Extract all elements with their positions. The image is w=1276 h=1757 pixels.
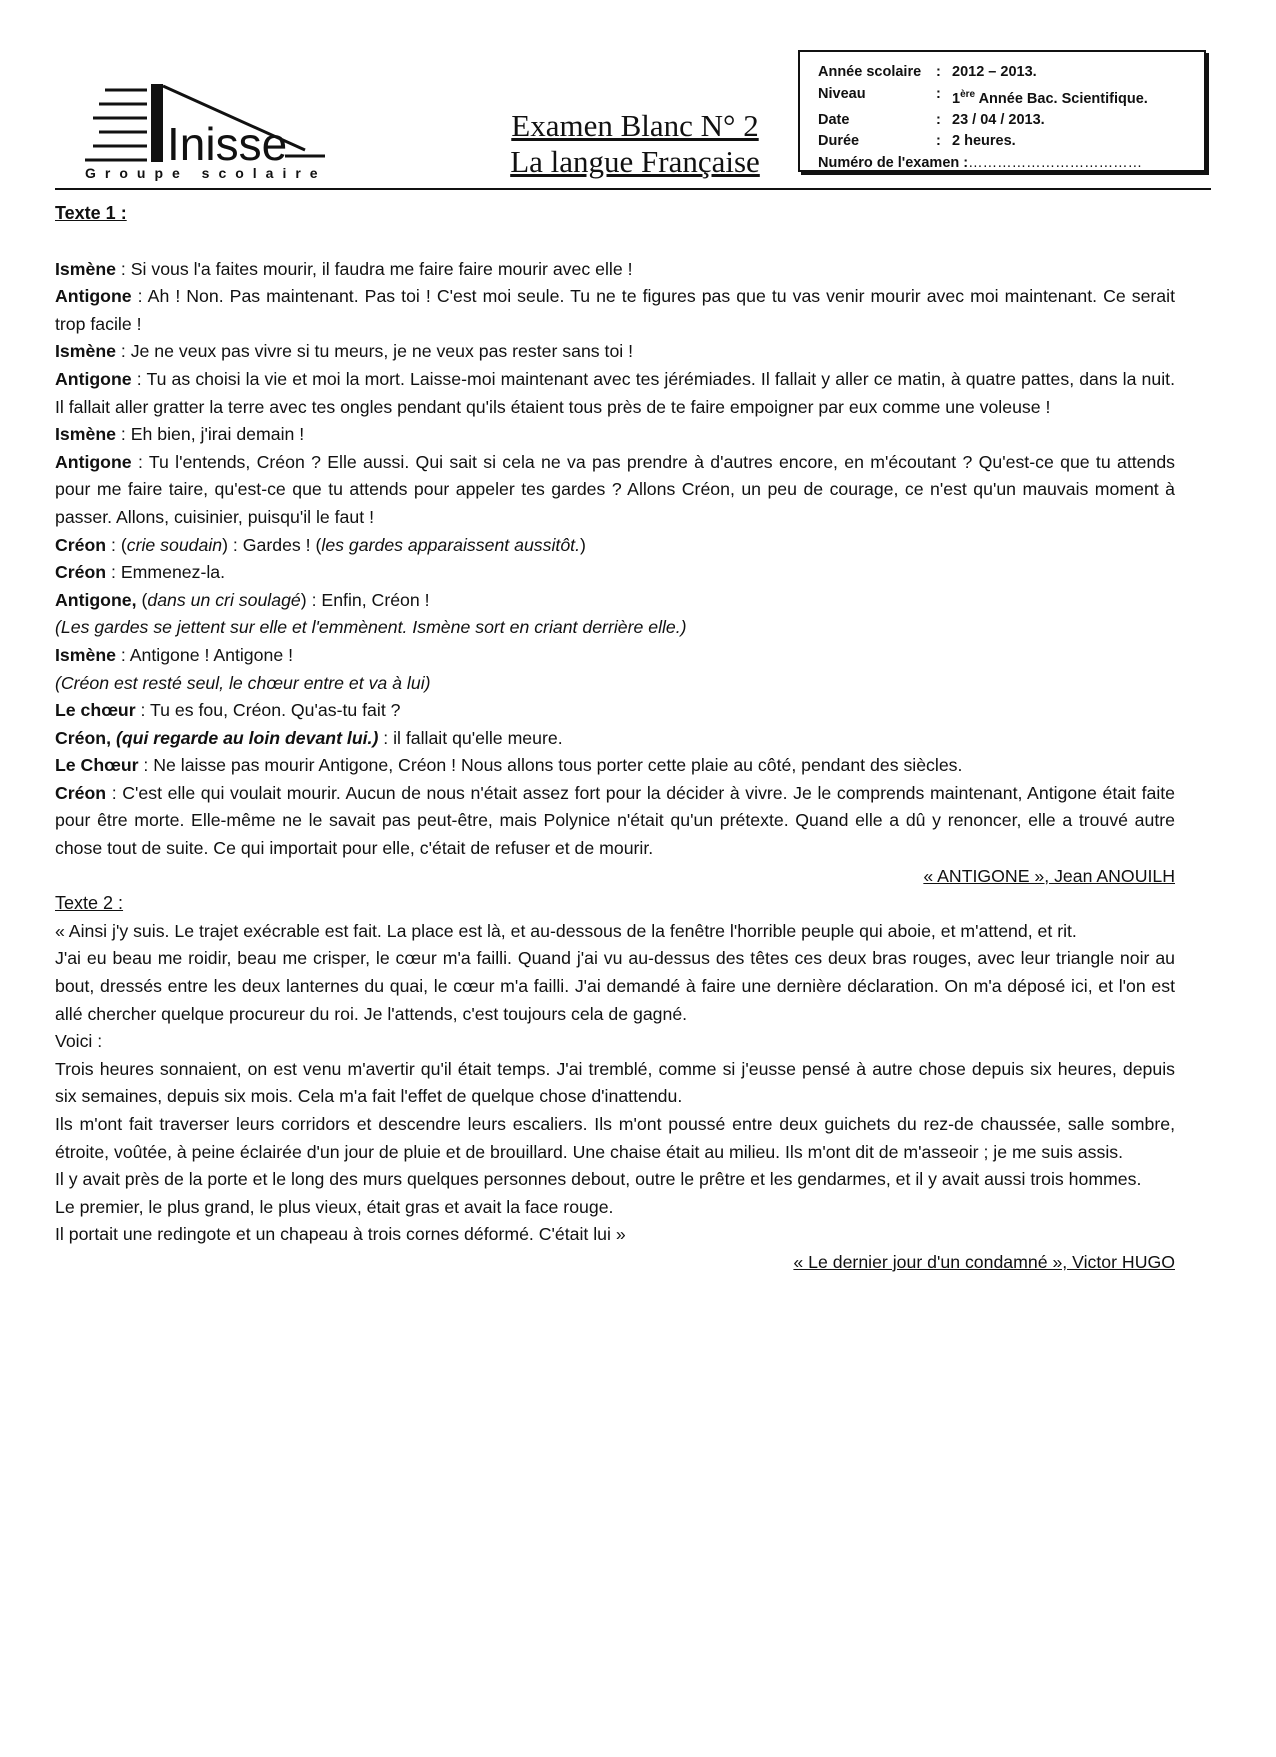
dialogue-line: Ismène : Eh bien, j'irai demain ! bbox=[55, 424, 305, 445]
text2-paragraph: Ils m'ont fait traverser leurs corridors et descendre leurs escaliers. Ils m'ont poussé entre deux guichets du rez-de chaussée, salle sombre, étroite, voûtée, à peine éclairée d'un jour de pluie et de brouillard. Une chaise était au milieu. Ils m'ont dit de m'asseoir ; je me suis assis. bbox=[55, 1114, 1175, 1162]
dialogue-line: Ismène : Si vous l'a faites mourir, il faudra me faire faire mourir avec elle ! bbox=[55, 258, 633, 279]
exam-title-line2: La langue Française bbox=[510, 144, 760, 179]
logo-brand: Inisse bbox=[167, 118, 288, 170]
stage-direction: (Créon est resté seul, le chœur entre et va à lui) bbox=[55, 672, 431, 693]
dialogue-line: Ismène : Je ne veux pas vivre si tu meurs, je ne veux pas rester sans toi ! bbox=[55, 341, 634, 362]
dialogue-line: Antigone, (dans un cri soulagé) : Enfin, Créon ! bbox=[55, 589, 430, 610]
info-row-exam-number: Numéro de l'examen : ……………………………… bbox=[818, 154, 1143, 171]
exam-info-box bbox=[798, 50, 1206, 172]
dialogue-line: Antigone : Tu l'entends, Créon ? Elle aussi. Qui sait si cela ne va pas prendre à d'autres encore, en m'écoutant ? Qu'est-ce que tu attends pour me faire taire, qu'est-ce que tu attends pour appeler tes gardes ? Allons Créon, un peu de courage, ce n'est qu'un mauvais moment à passer. Allons, cuisinier, puisqu'il le faut ! bbox=[55, 451, 1175, 527]
logo-tagline: Groupe scolaire bbox=[85, 165, 327, 181]
text2-paragraph: Il y avait près de la porte et le long des murs quelques personnes debout, outre le prêtre et les gendarmes, et il y avait aussi trois hommes. bbox=[55, 1169, 1142, 1190]
header-rule bbox=[55, 188, 1211, 190]
dialogue-line: Créon : (crie soudain) : Gardes ! (les gardes apparaissent aussitôt.) bbox=[55, 534, 586, 555]
text1-source: « ANTIGONE », Jean ANOUILH bbox=[923, 865, 1175, 886]
logo-graphic bbox=[85, 82, 375, 182]
stage-direction: (Les gardes se jettent sur elle et l'emmènent. Ismène sort en criant derrière elle.) bbox=[55, 617, 687, 638]
info-row-date: Date : 23 / 04 / 2013. bbox=[818, 111, 1045, 128]
dialogue-line: Créon : Emmenez-la. bbox=[55, 562, 226, 583]
info-row-year: Année scolaire : 2012 – 2013. bbox=[818, 64, 1037, 80]
dialogue-line: Antigone : Tu as choisi la vie et moi la mort. Laisse-moi maintenant avec tes jérémiades. Il fallait y aller ce matin, à quatre pattes, dans la nuit. Il fallait aller gratter la terre avec tes ongles pendant qu'ils étaient tous près de te faire empoigner par eux comme une voleuse ! bbox=[55, 368, 1175, 417]
school-logo bbox=[85, 82, 375, 182]
text2-paragraph: J'ai eu beau me roidir, beau me crisper, le cœur m'a failli. Quand j'ai vu au-dessus des têtes ces deux bras rouges, avec leur triangle noir au bout, dressés entre les deux lanternes du quai, le cœur m'a failli. J'ai demandé à faire une dernière déclaration. On m'a déposé ici, et l'on est allé chercher quelque procureur du roi. Je l'attends, c'est toujours cela de gagné. bbox=[55, 948, 1175, 1024]
text2-paragraph: Voici : bbox=[55, 1031, 103, 1052]
text2-paragraph: Trois heures sonnaient, on est venu m'avertir qu'il était temps. J'ai tremblé, comme si j'eusse pensé à autre chose depuis six heures, depuis six semaines, depuis six mois. Cela m'a fait l'effet de quelque chose d'inattendu. bbox=[55, 1058, 1175, 1107]
info-row-duration: Durée : 2 heures. bbox=[818, 133, 1016, 150]
info-row-level: Niveau : 1ère Année Bac. Scientifique. bbox=[818, 85, 1148, 107]
text1-heading: Texte 1 : bbox=[55, 203, 127, 223]
dialogue-line: Antigone : Ah ! Non. Pas maintenant. Pas toi ! C'est moi seule. Tu ne te figures pas que tu vas venir mourir avec moi maintenant. Ce serait trop facile ! bbox=[55, 286, 1175, 334]
exam-title bbox=[470, 108, 800, 180]
dialogue-line: Créon : C'est elle qui voulait mourir. Aucun de nous n'était assez fort pour la décider à vivre. Je le comprends maintenant, Antigone était faite pour être morte. Elle-même ne le savait pas peut-être, mais Polynice n'était qu'un prétexte. Quand elle a dû y renoncer, elle a trouvé autre chose tout de suite. Ce qui importait pour elle, c'était de refuser et de mourir. bbox=[55, 782, 1175, 859]
dialogue-line: Créon, (qui regarde au loin devant lui.) : il fallait qu'elle meure. bbox=[55, 727, 563, 748]
text2-paragraph: Le premier, le plus grand, le plus vieux, était gras et avait la face rouge. bbox=[55, 1196, 614, 1217]
dialogue-line: Le Chœur : Ne laisse pas mourir Antigone, Créon ! Nous allons tous porter cette plaie au côté, pendant des siècles. bbox=[55, 755, 963, 776]
text2-paragraph: Il portait une redingote et un chapeau à trois cornes déformé. C'était lui » bbox=[55, 1224, 626, 1245]
exam-title-line1: Examen Blanc N° 2 bbox=[511, 108, 759, 143]
text2-source: « Le dernier jour d'un condamné », Victor HUGO bbox=[793, 1251, 1175, 1272]
document-body bbox=[55, 200, 1175, 1277]
text2-heading: Texte 2 : bbox=[55, 893, 124, 914]
text2-paragraph: « Ainsi j'y suis. Le trajet exécrable est fait. La place est là, et au-dessous de la fenêtre l'horrible peuple qui aboie, et m'attend, et rit. bbox=[55, 920, 1077, 941]
dialogue-line: Ismène : Antigone ! Antigone ! bbox=[55, 644, 293, 665]
dialogue-line: Le chœur : Tu es fou, Créon. Qu'as-tu fait ? bbox=[55, 700, 401, 721]
